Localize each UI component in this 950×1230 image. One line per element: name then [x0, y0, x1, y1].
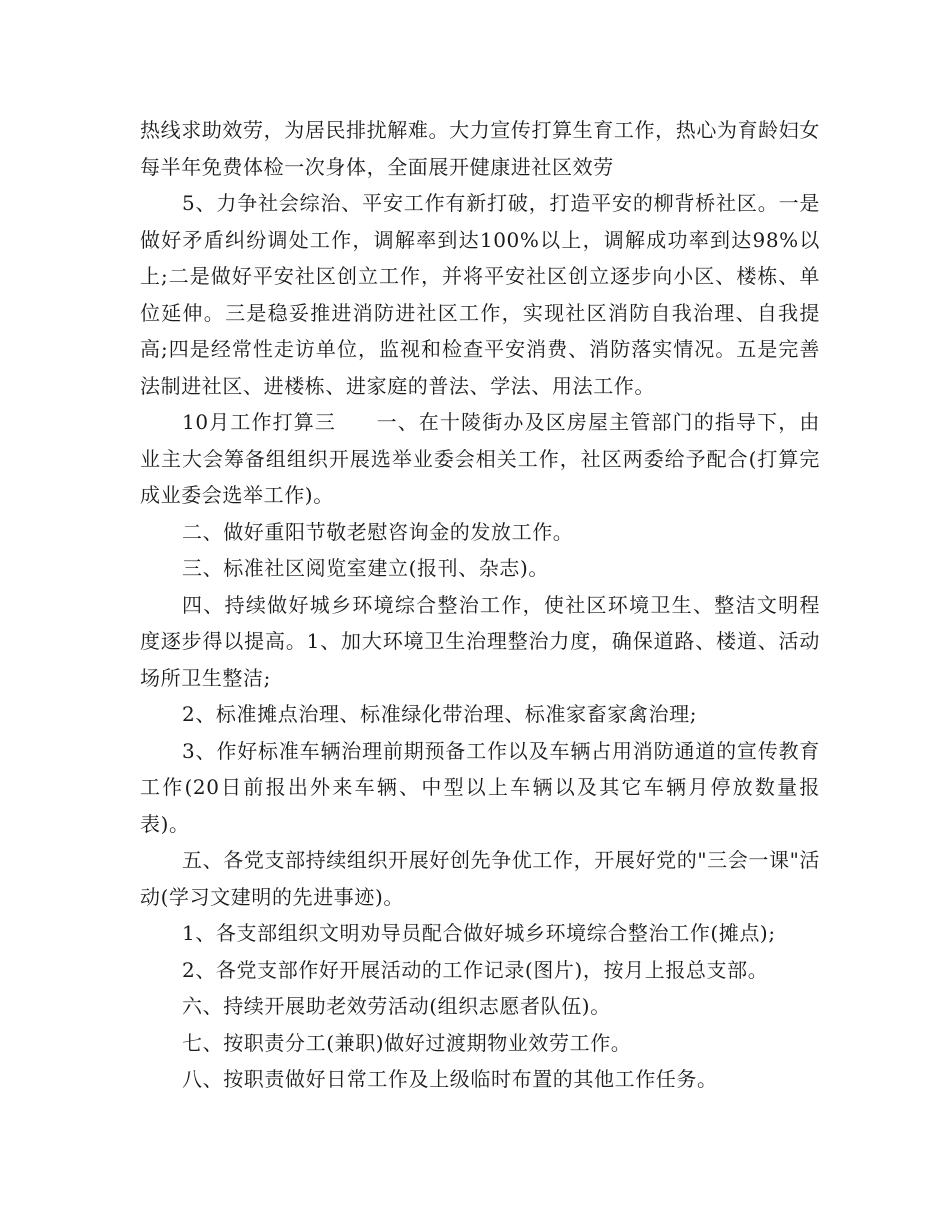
- paragraph: 2、标准摊点治理、标准绿化带治理、标准家畜家禽治理;: [182, 702, 698, 726]
- paragraph: 三、标准社区阅览室建立(报刊、杂志)。: [182, 556, 550, 580]
- paragraph-text: 一、在十陵街办及区房屋主管部门的指导下，由业主大会筹备组组织开展选举业委会相关工作，社区两委给予配合(打算完成业委会选举工作)。: [140, 410, 821, 507]
- paragraph: 热线求助效劳，为居民排扰解难。大力宣传打算生育工作，热心为育龄妇女每半年免费体检一次身体，全面展开健康进社区效劳: [140, 118, 820, 179]
- paragraph: 四、持续做好城乡环境综合整治工作，使社区环境卫生、整洁文明程度逐步得以提高。1、加大环境卫生治理整治力度，确保道路、楼道、活动场所卫生整洁;: [140, 592, 820, 690]
- paragraph: 1、各支部组织文明劝导员配合做好城乡环境综合整治工作(摊点);: [182, 921, 776, 945]
- paragraph-with-heading: [140, 404, 820, 514]
- paragraph: 2、各党支部作好开展活动的工作记录(图片)，按月上报总支部。: [182, 957, 769, 982]
- section-heading: 10月工作打算三: [182, 410, 337, 434]
- paragraph: 3、作好标准车辆治理前期预备工作以及车辆占用消防通道的宣传教育工作(20日前报出外来车辆、中型以上车辆以及其它车辆月停放数量报表)。: [140, 738, 820, 836]
- paragraph: 七、按职责分工(兼职)做好过渡期物业效劳工作。: [182, 1030, 632, 1055]
- paragraph: 六、持续开展助老效劳活动(组织志愿者队伍)。: [182, 994, 611, 1018]
- paragraph: 二、做好重阳节敬老慰咨询金的发放工作。: [182, 519, 574, 544]
- paragraph: 八、按职责做好日常工作及上级临时布置的其他工作任务。: [182, 1067, 718, 1091]
- document-body: [140, 112, 820, 1098]
- paragraph: 五、各党支部持续组织开展好创先争优工作，开展好党的"三会一课"活动(学习文建明的先进事迹)。: [140, 848, 820, 909]
- paragraph: 5、力争社会综治、平安工作有新打破，打造平安的柳背桥社区。一是做好矛盾纠纷调处工作，调解率到达100%以上，调解成功率到达98%以上;二是做好平安社区创立工作，并将平安社区创立逐步向小区、楼栋、单位延伸。三是稳妥推进消防进社区工作，实现社区消防自我治理、自我提高;四是经常性走访单位，监视和检查平安消费、消防落实情况。五是完善法制进社区、进楼栋、进家庭的普法、学法、用法工作。: [140, 191, 820, 398]
